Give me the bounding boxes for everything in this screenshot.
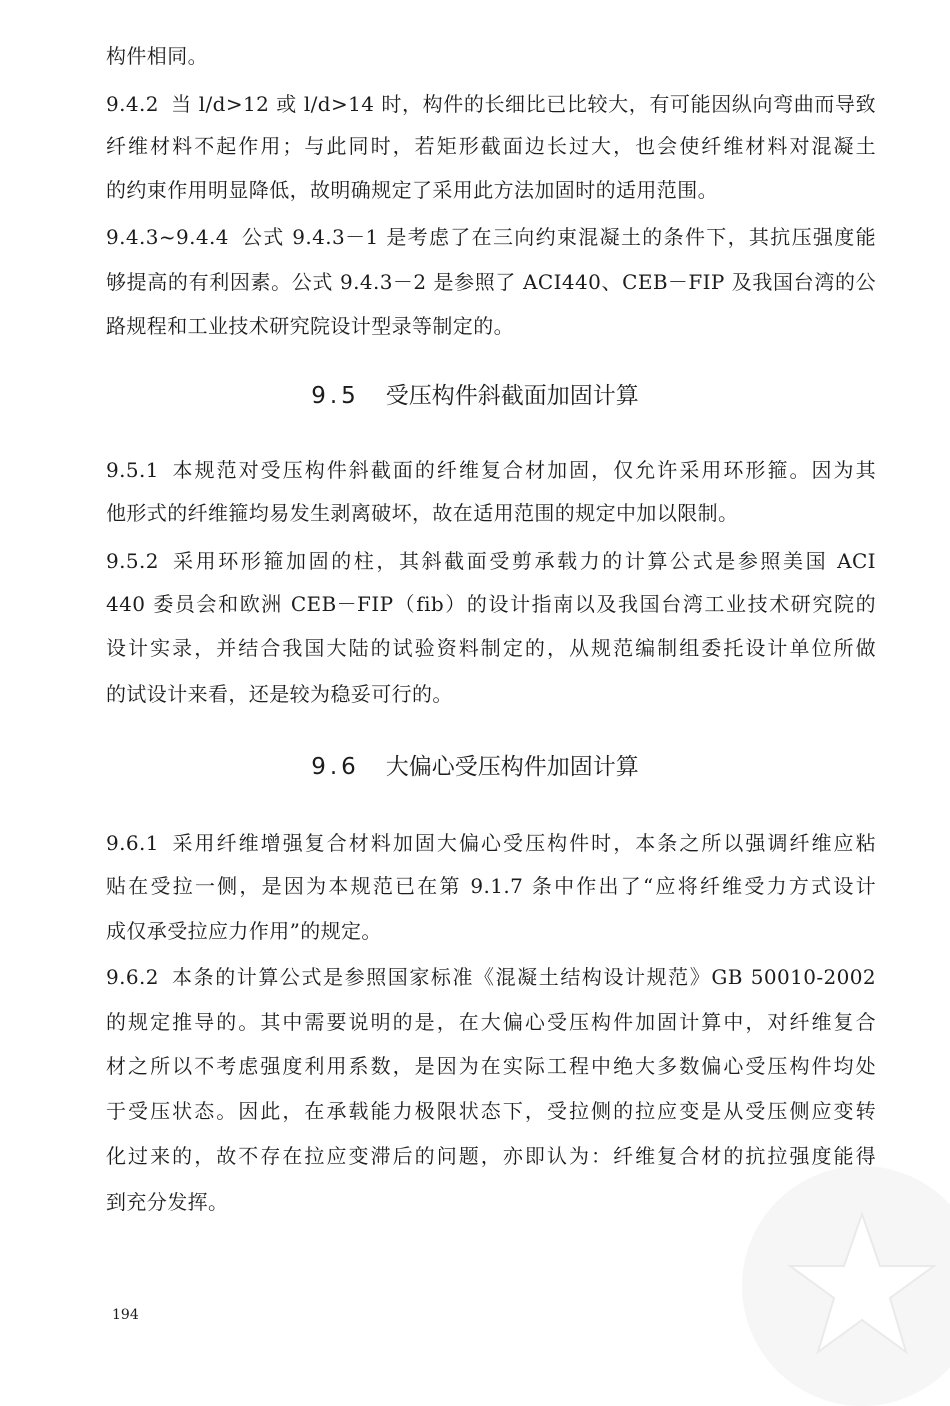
text-line: 于受压状态。因此，在承载能力极限状态下，受拉侧的拉应变是从受压侧应变转 — [106, 1099, 876, 1123]
text-line: 贴在受拉一侧，是因为本规范已在第 9.1.7 条中作出了“应将纤维受力方式设计 — [106, 874, 876, 898]
text-line: 他形式的纤维箍均易发生剥离破坏，故在适用范围的规定中加以限制。 — [106, 501, 739, 525]
clause-9-6-2-line: 9.6.2 本条的计算公式是参照国家标准《混凝土结构设计规范》GB 50010-2002 — [106, 965, 876, 989]
text-line: 构件相同。 — [106, 44, 208, 68]
section-heading-9-6: 9.6 大偏心受压构件加固计算 — [311, 754, 639, 780]
text-line: 成仅承受拉应力作用”的规定。 — [106, 919, 382, 943]
text-line: 的试设计来看，还是较为稳妥可行的。 — [106, 682, 453, 706]
clause-9-6-1-line: 9.6.1 采用纤维增强复合材料加固大偏心受压构件时，本条之所以强调纤维应粘 — [106, 831, 876, 855]
clause-9-5-2-line: 9.5.2 采用环形箍加固的柱，其斜截面受剪承载力的计算公式是参照美国 ACI — [106, 549, 876, 573]
text-line: 设计实录，并结合我国大陆的试验资料制定的，从规范编制组委托设计单位所做 — [106, 636, 876, 660]
text-line: 到充分发挥。 — [106, 1190, 229, 1214]
text-line: 的规定推导的。其中需要说明的是，在大偏心受压构件加固计算中，对纤维复合 — [106, 1010, 876, 1034]
text-line: 化过来的，故不存在拉应变滞后的问题，亦即认为：纤维复合材的抗拉强度能得 — [106, 1144, 876, 1168]
page-number: 194 — [112, 1307, 139, 1323]
clause-9-4-2-line: 9.4.2 当 l/d>12 或 l/d>14 时，构件的长细比已比较大，有可能因纵向弯曲而导致 — [106, 92, 876, 116]
text-line: 的约束作用明显降低，故明确规定了采用此方法加固时的适用范围。 — [106, 178, 718, 202]
section-heading-9-5: 9.5 受压构件斜截面加固计算 — [311, 383, 639, 409]
text-line: 路规程和工业技术研究院设计型录等制定的。 — [106, 314, 514, 338]
text-line: 够提高的有利因素。公式 9.4.3－2 是参照了 ACI440、CEB－FIP 及我国台湾的公 — [106, 270, 876, 294]
star-icon — [782, 1206, 942, 1366]
clause-number: 9.4.3~9.4.4 — [106, 225, 229, 249]
clause-9-4-3-line: 9.4.3~9.4.4 公式 9.4.3－1 是考虑了在三向约束混凝土的条件下，其抗压强度能 — [106, 225, 876, 249]
clause-number: 9.4.2 — [106, 92, 159, 116]
text-line: 440 委员会和欧洲 CEB－FIP（fib）的设计指南以及我国台湾工业技术研究院的 — [106, 592, 876, 616]
text-line: 纤维材料不起作用；与此同时，若矩形截面边长过大，也会使纤维材料对混凝土 — [106, 134, 876, 158]
clause-number: 9.6.1 — [106, 831, 159, 855]
clause-number: 9.5.1 — [106, 458, 159, 482]
text-line: 材之所以不考虑强度利用系数，是因为在实际工程中绝大多数偏心受压构件均处 — [106, 1054, 876, 1078]
clause-number: 9.5.2 — [106, 549, 159, 573]
clause-9-5-1-line: 9.5.1 本规范对受压构件斜截面的纤维复合材加固，仅允许采用环形箍。因为其 — [106, 458, 876, 482]
clause-number: 9.6.2 — [106, 965, 159, 989]
